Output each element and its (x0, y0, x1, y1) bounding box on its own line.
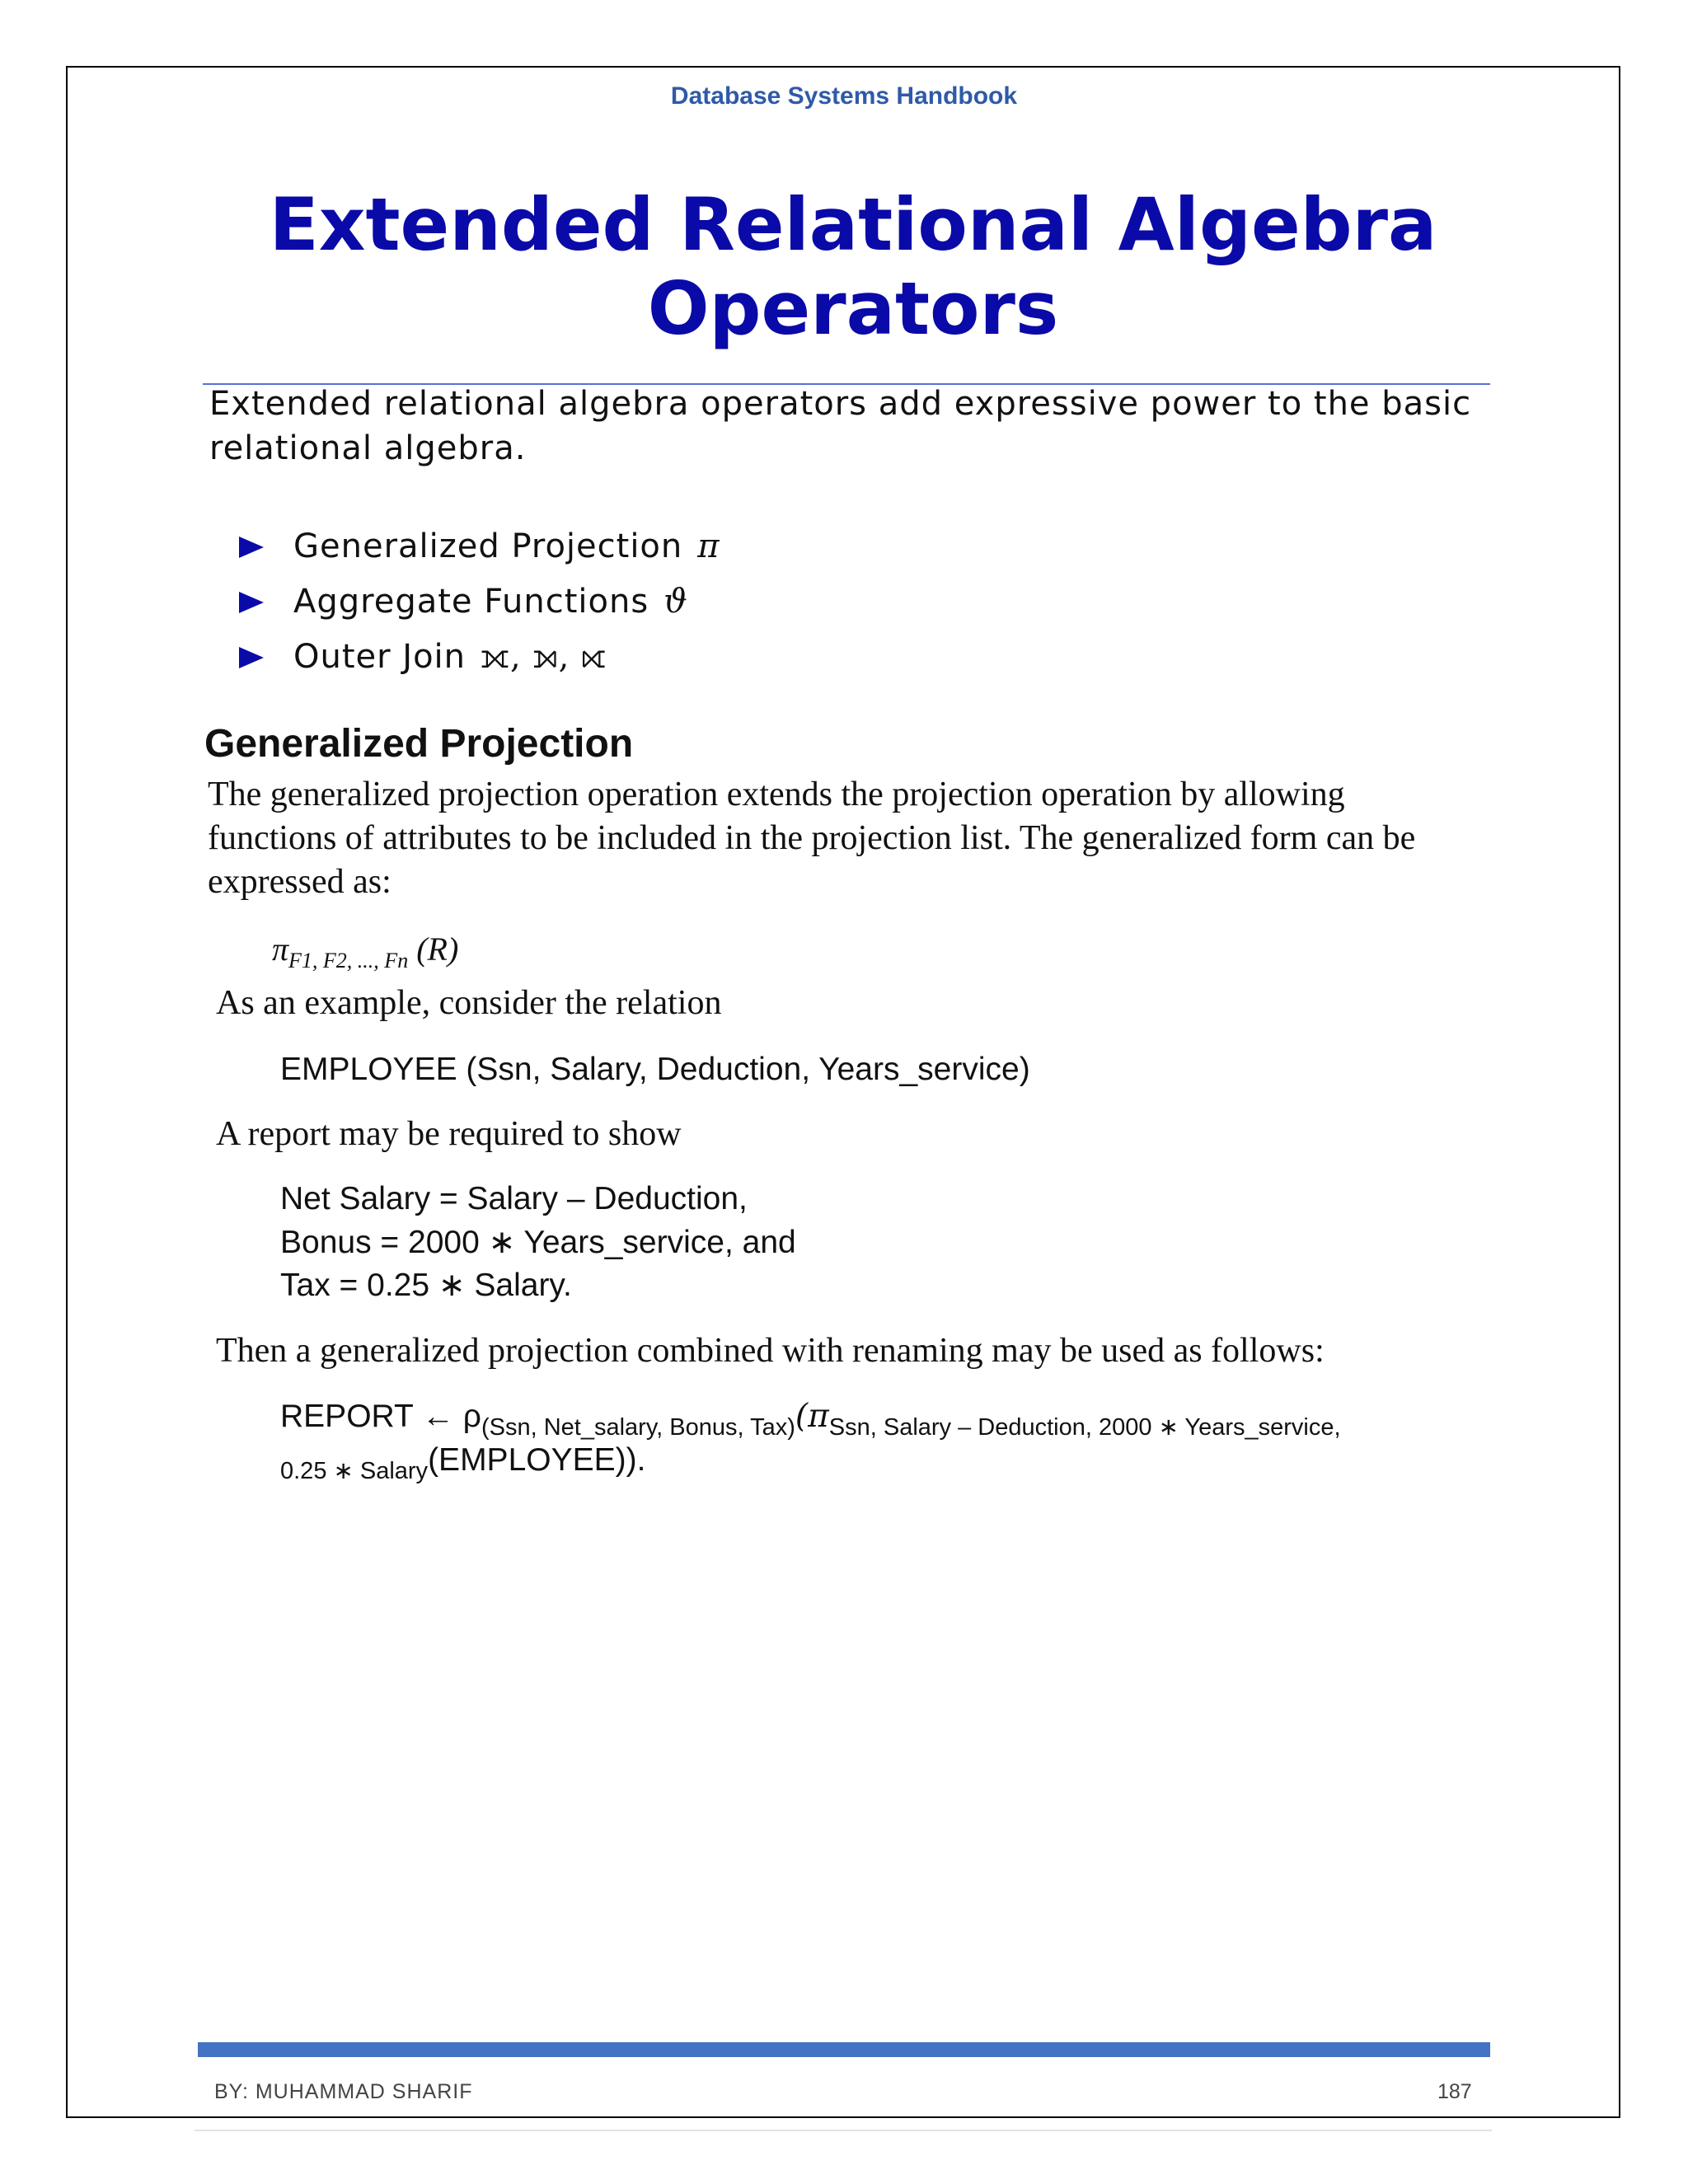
bullet-label: Generalized Projection (293, 527, 683, 565)
formula-argument: (R) (416, 930, 459, 968)
calc-line: Net Salary = Salary – Deduction, (280, 1181, 748, 1216)
report-tail: (EMPLOYEE)). (428, 1442, 646, 1478)
intro-paragraph: Extended relational algebra operators add expressive power to the basic relational algebra. (209, 385, 1472, 467)
theta-symbol: ϑ (663, 583, 688, 621)
pi-symbol: π (697, 527, 720, 565)
rho-subscript: (Ssn, Net_salary, Bonus, Tax) (481, 1414, 795, 1441)
slide-title-line-1: Extended Relational Algebra (269, 182, 1437, 267)
relation-schema: EMPLOYEE (Ssn, Salary, Deduction, Years_service) (280, 1052, 1030, 1087)
report-lhs: REPORT ← ρ (280, 1399, 481, 1434)
operator-list (239, 519, 720, 685)
formula-subscript: F1, F2, ..., Fn (288, 949, 409, 972)
outer-join-symbols: ⟗, ⟕, ⟖ (481, 638, 607, 676)
slide-title-line-2: Operators (647, 266, 1059, 351)
calc-line: Tax = 0.25 ∗ Salary. (280, 1268, 572, 1303)
bullet-label: Outer Join (293, 638, 467, 676)
calc-line: Bonus = 2000 ∗ Years_service, and (280, 1225, 796, 1260)
bottom-divider (195, 2130, 1492, 2131)
pi-symbol: π (272, 930, 289, 968)
triangle-bullet-icon (239, 647, 264, 668)
list-item (239, 519, 720, 574)
triangle-bullet-icon (239, 592, 264, 613)
footer-bar (198, 2042, 1490, 2057)
page-number: 187 (1437, 2080, 1472, 2103)
slide-title (198, 183, 1508, 351)
then-text: Then a generalized projection combined with renaming may be used as follows: (216, 1332, 1325, 1370)
pi-subscript: Ssn, Salary – Deduction, 2000 ∗ Years_service, (828, 1414, 1341, 1441)
section-paragraph: The generalized projection operation extends the projection operation by allowing functions of attributes to be included in the projection list. The generalized form can be expressed as: (208, 776, 1416, 901)
bullet-label: Aggregate Functions (293, 583, 649, 621)
report-expression-line-2 (280, 1442, 646, 1484)
page-border (66, 66, 1620, 2118)
triangle-bullet-icon (239, 537, 264, 558)
generalized-projection-formula (272, 930, 458, 973)
report-intro: A report may be required to show (216, 1115, 682, 1153)
running-header: Database Systems Handbook (670, 82, 1018, 110)
pi-subscript-continued: 0.25 ∗ Salary (280, 1458, 429, 1484)
section-heading: Generalized Projection (204, 722, 634, 766)
list-item (239, 630, 720, 685)
list-item (239, 574, 720, 630)
example-intro: As an example, consider the relation (216, 984, 722, 1022)
footer-author: BY: MUHAMMAD SHARIF (214, 2080, 473, 2103)
report-expression-line-1 (280, 1398, 1341, 1441)
pi-open: (π (795, 1398, 829, 1435)
